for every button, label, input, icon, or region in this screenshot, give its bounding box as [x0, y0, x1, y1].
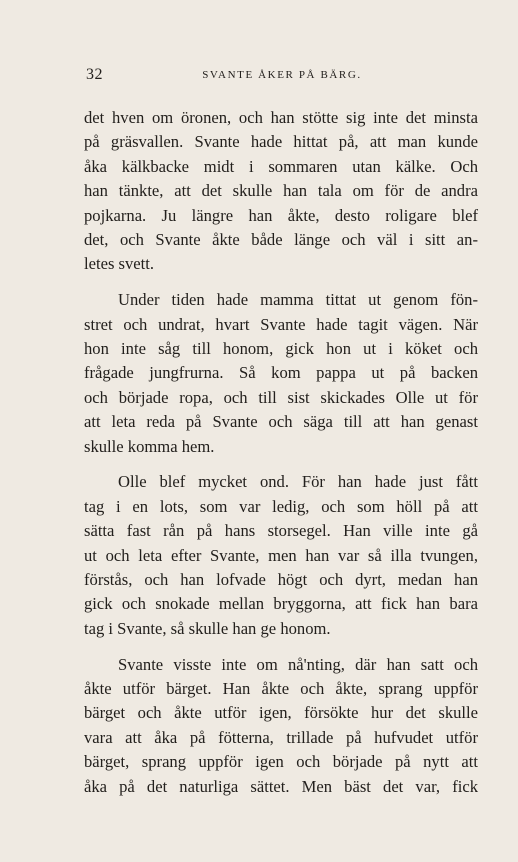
text-line: tag i Svante, så skulle han ge honom.	[84, 618, 331, 638]
text-line: åkte utför bärget. Han åkte och åkte, sprang uppför	[84, 679, 478, 699]
text-line: det, och Svante åkte både länge och väl i sitt an-	[84, 229, 478, 249]
text-line: gick och snokade mellan bryggorna, att fick han bara	[84, 594, 478, 614]
page-number: 32	[86, 66, 103, 83]
text-line: ut och leta efter Svante, men han var så illa tvungen,	[84, 545, 478, 565]
text-line: skulle komma hem.	[84, 436, 215, 456]
paragraph	[84, 653, 478, 799]
text-line: det hven om öronen, och han stötte sig inte det minsta	[84, 108, 478, 127]
text-line: Under tiden hade mamma tittat ut genom fön-	[118, 290, 478, 310]
paragraph	[84, 106, 478, 277]
running-head	[86, 66, 478, 86]
text-line: hon inte såg till honom, gick hon ut i köket och	[84, 339, 478, 359]
text-line: åka kälkbacke midt i sommaren utan kälke. Och	[84, 156, 478, 176]
text-line: letes svett.	[84, 254, 155, 274]
text-line: bärget och åkte utför igen, försökte hur det skulle	[84, 703, 478, 723]
text-line: vara att åka på fötterna, trillade på hufvudet utför	[84, 727, 478, 747]
text-line: pojkarna. Ju längre han åkte, desto roligare blef	[84, 205, 478, 225]
text-line: tag i en lots, som var ledig, och som höll på att	[84, 496, 478, 516]
paragraph	[84, 470, 478, 641]
text-line: Svante visste inte om nå'nting, där han satt och	[118, 654, 478, 674]
text-line: sätta fast rån på hans storsegel. Han ville inte gå	[84, 521, 478, 541]
text-line: och började ropa, och till sist skickades Olle ut för	[84, 387, 478, 407]
text-line: att leta reda på Svante och säga till att han genast	[84, 412, 478, 432]
paragraph	[84, 288, 478, 459]
body-text	[84, 106, 478, 811]
text-line: stret och undrat, hvart Svante hade tagit vägen. När	[84, 314, 478, 334]
text-line: åka på det naturliga sättet. Men bäst det var, fick	[84, 776, 478, 796]
text-line: på gräsvallen. Svante hade hittat på, att man kunde	[84, 132, 478, 152]
text-line: Olle blef mycket ond. För han hade just fått	[118, 472, 478, 492]
text-line: bärget, sprang uppför igen och började på nytt att	[84, 752, 478, 772]
text-line: förstås, och han lofvade högt och dyrt, medan han	[84, 570, 478, 590]
running-title: SVANTE ÅKER PÅ BÄRG.	[202, 69, 362, 81]
text-line: frågade jungfrurna. Så kom pappa ut på backen	[84, 363, 478, 383]
text-line: han tänkte, att det skulle han tala om för de andra	[84, 181, 478, 201]
